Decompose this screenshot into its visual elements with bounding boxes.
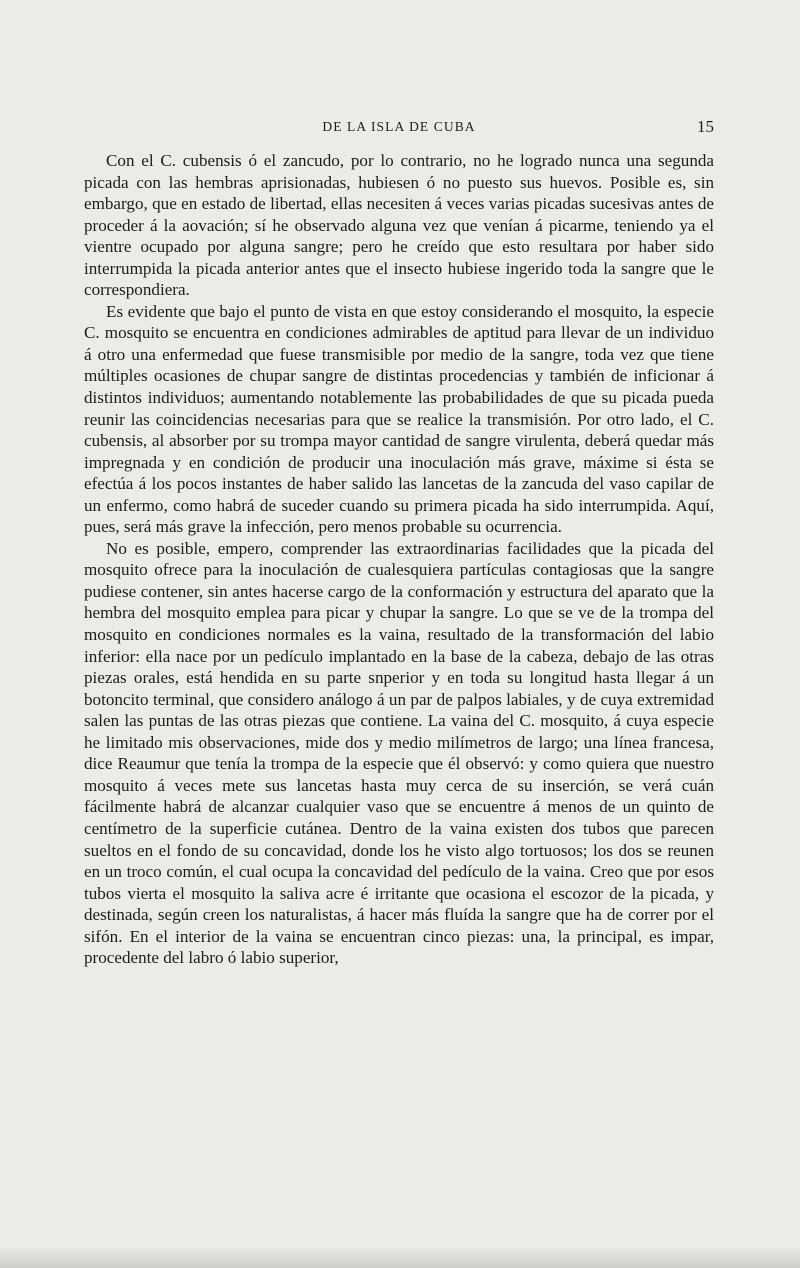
paragraph-1: Con el C. cubensis ó el zancudo, por lo contrario, no he logrado nunca una segunda picada con las hembras aprisionadas, hubiesen ó no puesto sus huevos. Posible es, sin embargo, que en estado de libertad, ellas necesiten á veces varias picadas sucesivas antes de proceder á la aovación; sí he observado alguna vez que venían á picarme, teniendo ya el vientre ocupado por alguna sangre; pero he creído que esto resultara por haber sido interrumpida la picada anterior antes que el insecto hubiese ingerido toda la sangre que le correspondiera. [84, 151, 714, 300]
body-text [84, 150, 714, 969]
page-number: 15 [697, 117, 714, 136]
paragraph-3: No es posible, empero, comprender las extraordinarias facilidades que la picada del mosquito ofrece para la inoculación de cualesquiera partículas contagiosas que la sangre pudiese contener, sin antes hacerse cargo de la conformación y estructura del aparato que la hembra del mosquito emplea para picar y chupar la sangre. Lo que se ve de la trompa del mosquito en condiciones normales es la vaina, resultado de la transformación del labio inferior: ella nace por un pedículo implantado en la base de la cabeza, debajo de las otras piezas orales, está hendida en su parte snperior y en toda su longitud hasta llegar á un botoncito terminal, que considero análogo á un par de palpos labiales, y de cuya extremidad salen las puntas de las otras piezas que contiene. La vaina del C. mosquito, á cuya especie he limitado mis observaciones, mide dos y medio milímetros de largo; una línea francesa, dice Reaumur que tenía la trompa de la especie que él observó: y como quiera que nuestro mosquito á veces mete sus lancetas hasta muy cerca de su inserción, se verá cuán fácilmente habrá de alcanzar cualquier vaso que se encuentre á menos de un quinto de centímetro de la superficie cutánea. Dentro de la vaina existen dos tubos que parecen sueltos en el fondo de su concavidad, donde los he visto algo tortuosos; los dos se reunen en un troco común, el cual ocupa la concavidad del pedículo de la vaina. Creo que por esos tubos vierta el mosquito la saliva acre é irritante que ocasiona el escozor de la picada, y destinada, según creen los naturalistas, á hacer más fluída la sangre que ha de correr por el sifón. En el interior de la vaina se encuentran cinco piezas: una, la principal, es impar, procedente del labro ó labio superior, [84, 538, 714, 968]
paragraph-2: Es evidente que bajo el punto de vista en que estoy considerando el mosquito, la especie C. mosquito se encuentra en condiciones admirables de aptitud para llevar de un individuo á otro una enfermedad que fuese transmisible por medio de la sangre, toda vez que tiene múltiples ocasiones de chupar sangre de distintas procedencias y también de inficionar á distintos individuos; aumentando notablemente las probabilidades de que su picada pueda reunir las coincidencias necesarias para que se realice la transmisión. Por otro lado, el C. cubensis, al absorber por su trompa mayor cantidad de sangre virulenta, deberá quedar más impregnada y en condición de producir una inoculación más grave, máxime si ésta se efectúa á los pocos instantes de haber salido las lancetas de la zancuda del vaso capilar de un enfermo, como habrá de suceder cuando su primera picada ha sido interrumpida. Aquí, pues, será más grave la infección, pero menos probable su ocurrencia. [84, 301, 714, 537]
running-head: DE LA ISLA DE CUBA [322, 119, 476, 134]
page-header [84, 117, 714, 137]
page-bottom-edge [0, 1246, 800, 1268]
